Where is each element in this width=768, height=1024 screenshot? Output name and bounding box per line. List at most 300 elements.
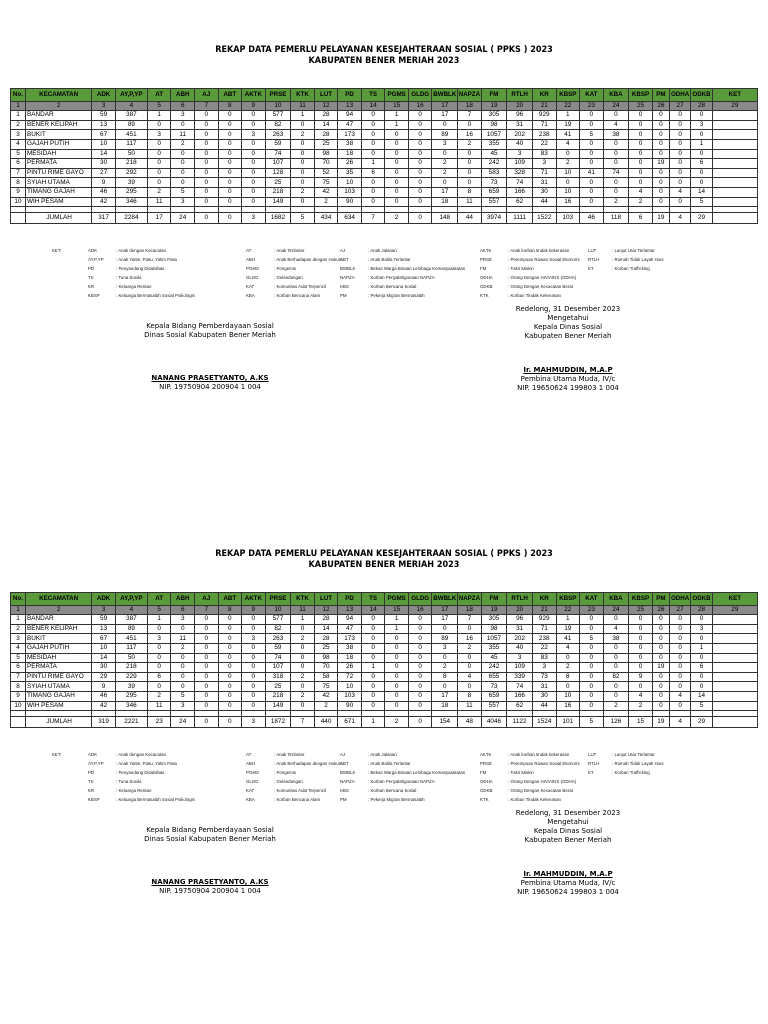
- column-header: LUT: [314, 593, 338, 606]
- table-cell: 0: [218, 701, 242, 711]
- table-cell: 2: [11, 624, 26, 634]
- column-header: KBSP: [556, 593, 580, 606]
- table-cell: [712, 615, 757, 625]
- table-cell: 30: [92, 663, 116, 673]
- table-cell: 0: [669, 168, 690, 178]
- legend-description: : Pengemis: [274, 266, 296, 271]
- column-header: AY,P,YP: [115, 89, 147, 102]
- table-cell: 1: [385, 624, 409, 634]
- column-header: KBSP: [556, 89, 580, 102]
- district-name: SYIAH UTAMA: [25, 178, 91, 188]
- district-name: BANDAR: [25, 615, 91, 625]
- table-cell: 1: [11, 111, 26, 121]
- legend-description: : Korban Bencana Alam: [274, 797, 321, 802]
- table-cell: 1: [556, 615, 580, 625]
- table-cell: 0: [361, 672, 385, 682]
- total-cell: 1122: [507, 717, 533, 728]
- table-cell: 14: [92, 653, 116, 663]
- district-name: BENER KELIPAH: [25, 120, 91, 130]
- table-cell: 10: [11, 197, 26, 207]
- table-cell: 13: [92, 624, 116, 634]
- table-row: [11, 168, 758, 178]
- left-signature-block: [110, 826, 310, 896]
- table-cell: 4: [11, 139, 26, 149]
- legend-description: : Korban Penyalahgunaan NAPZA: [368, 779, 435, 784]
- table-cell: 0: [171, 663, 195, 673]
- column-number: 8: [218, 606, 242, 615]
- district-name: PINTU RIME GAYO: [25, 672, 91, 682]
- column-number: 18: [458, 102, 482, 111]
- table-cell: 0: [218, 624, 242, 634]
- table-cell: 0: [218, 139, 242, 149]
- total-cell: 0: [218, 213, 242, 224]
- table-cell: 0: [556, 149, 580, 159]
- table-cell: 6: [691, 159, 712, 169]
- table-cell: 2: [314, 197, 338, 207]
- table-cell: 74: [507, 682, 533, 692]
- table-cell: 0: [629, 149, 653, 159]
- table-cell: 103: [338, 691, 362, 701]
- column-header: PM: [652, 593, 669, 606]
- column-header: KAT: [580, 593, 604, 606]
- table-cell: 0: [580, 139, 604, 149]
- legend-item: [246, 769, 296, 777]
- total-cell: [11, 717, 26, 728]
- table-cell: 0: [291, 682, 315, 692]
- table-cell: 0: [458, 663, 482, 673]
- table-cell: 229: [115, 672, 147, 682]
- table-cell: 62: [507, 701, 533, 711]
- table-row: [11, 682, 758, 692]
- legend-code: AT: [246, 752, 252, 757]
- table-cell: 6: [361, 168, 385, 178]
- legend-description: : Rumah Tidak Layak Huni: [612, 257, 664, 262]
- table-cell: 0: [195, 691, 219, 701]
- right-signer-title: Kepala Dinas Sosial: [533, 323, 603, 331]
- legend-code: ABT: [340, 761, 349, 766]
- table-cell: 58: [314, 672, 338, 682]
- table-cell: 4: [458, 672, 482, 682]
- total-cell: 0: [408, 213, 432, 224]
- right-signer-nip: NIP. 19650624 199803 1 004: [517, 888, 619, 896]
- table-cell: 44: [533, 197, 557, 207]
- table-cell: 27: [92, 168, 116, 178]
- column-number: 23: [580, 606, 604, 615]
- table-cell: 0: [361, 130, 385, 140]
- table-cell: 0: [691, 149, 712, 159]
- legend-item: [480, 292, 561, 300]
- table-cell: 117: [115, 139, 147, 149]
- table-row: [11, 663, 758, 673]
- table-cell: 0: [458, 682, 482, 692]
- table-cell: 0: [147, 139, 171, 149]
- table-cell: 46: [92, 187, 116, 197]
- table-cell: 0: [669, 682, 690, 692]
- table-cell: 3: [171, 111, 195, 121]
- table-cell: 0: [556, 653, 580, 663]
- table-cell: 2: [458, 139, 482, 149]
- column-number: 14: [361, 606, 385, 615]
- table-cell: 0: [408, 111, 432, 121]
- table-cell: 0: [432, 682, 458, 692]
- table-cell: 202: [507, 634, 533, 644]
- table-cell: 0: [408, 187, 432, 197]
- table-cell: 0: [629, 653, 653, 663]
- legend-code: AJ: [340, 752, 346, 757]
- table-cell: 109: [507, 159, 533, 169]
- column-header: AT: [147, 89, 171, 102]
- table-cell: [712, 187, 757, 197]
- legend-item: [88, 796, 195, 804]
- legend-code: AKTK: [480, 248, 492, 253]
- district-name: PERMATA: [25, 663, 91, 673]
- table-cell: 59: [265, 139, 291, 149]
- column-header: KET: [712, 593, 757, 606]
- table-cell: 2: [291, 187, 315, 197]
- table-cell: 3: [147, 130, 171, 140]
- table-cell: 6: [691, 663, 712, 673]
- legend-description: : Korban Trafficking: [612, 266, 650, 271]
- table-cell: 355: [481, 643, 507, 653]
- table-cell: [712, 701, 757, 711]
- district-name: TIMANG GAJAH: [25, 691, 91, 701]
- table-cell: 0: [691, 130, 712, 140]
- table-cell: 339: [507, 672, 533, 682]
- column-number: 1: [11, 102, 26, 111]
- table-cell: 8: [11, 178, 26, 188]
- table-cell: 451: [115, 130, 147, 140]
- table-cell: 451: [115, 634, 147, 644]
- column-number: 20: [507, 606, 533, 615]
- legend-item: [246, 274, 303, 282]
- district-name: PINTU RIME GAYO: [25, 168, 91, 178]
- table-cell: 0: [408, 149, 432, 159]
- legend-item: [88, 256, 177, 264]
- legend: [0, 247, 768, 307]
- table-cell: 6: [147, 672, 171, 682]
- legend-item: [340, 283, 416, 291]
- table-row: [11, 187, 758, 197]
- district-name: SYIAH UTAMA: [25, 682, 91, 692]
- legend-item: [340, 247, 397, 255]
- table-cell: 11: [171, 130, 195, 140]
- table-cell: 42: [314, 691, 338, 701]
- column-header: NAPZA: [458, 593, 482, 606]
- table-cell: 89: [432, 634, 458, 644]
- column-header: KR: [533, 89, 557, 102]
- table-cell: 73: [481, 682, 507, 692]
- table-cell: 3: [171, 197, 195, 207]
- legend-description: : Anak Balita Terlantar: [368, 761, 411, 766]
- table-cell: 0: [603, 187, 629, 197]
- legend-code: AY,P,YP: [88, 257, 104, 262]
- total-cell: 671: [338, 717, 362, 728]
- table-cell: 11: [458, 197, 482, 207]
- table-cell: 59: [92, 615, 116, 625]
- column-header: ADK: [92, 593, 116, 606]
- district-name: BANDAR: [25, 111, 91, 121]
- legend-description: : Pekerja Migran Bermasalah: [368, 293, 425, 298]
- column-number: 11: [291, 606, 315, 615]
- table-cell: 0: [603, 139, 629, 149]
- report-sheet-2: [0, 539, 768, 1009]
- total-cell: 6: [629, 213, 653, 224]
- legend-description: : Perempuan Rawan Sosial Ekonomi: [508, 257, 580, 262]
- table-cell: 96: [507, 111, 533, 121]
- total-cell: 24: [171, 213, 195, 224]
- legend-code: LUT: [588, 248, 597, 253]
- legend-item: [340, 274, 435, 282]
- table-cell: 0: [361, 615, 385, 625]
- table-cell: 0: [171, 159, 195, 169]
- legend-description: : Pengemis: [274, 770, 296, 775]
- table-cell: 17: [432, 111, 458, 121]
- table-cell: 0: [652, 682, 669, 692]
- column-number: 2: [25, 606, 91, 615]
- table-cell: 929: [533, 615, 557, 625]
- table-cell: 18: [432, 701, 458, 711]
- column-number: 5: [147, 102, 171, 111]
- table-cell: 0: [195, 159, 219, 169]
- legend-code: KR: [88, 284, 95, 289]
- table-cell: 557: [481, 197, 507, 207]
- column-header: KECAMATAN: [25, 593, 91, 606]
- legend-code: AKTK: [480, 752, 492, 757]
- table-cell: 75: [314, 682, 338, 692]
- left-signer-title: Kepala Bidang Pemberdayaan Sosial: [146, 826, 274, 834]
- table-cell: 41: [556, 634, 580, 644]
- legend-item: [246, 787, 326, 795]
- legend-code: ABH: [246, 257, 256, 262]
- district-name: PERMATA: [25, 159, 91, 169]
- legend-code: ODHA: [480, 779, 493, 784]
- column-header: ABH: [171, 89, 195, 102]
- table-cell: 0: [385, 168, 409, 178]
- table-cell: 0: [629, 643, 653, 653]
- table-cell: 295: [115, 691, 147, 701]
- table-cell: 0: [195, 178, 219, 188]
- legend-description: : Fakir Miskin: [508, 266, 534, 271]
- legend-description: : Korban Bencana Alam: [274, 293, 321, 298]
- column-number: 8: [218, 102, 242, 111]
- table-cell: 74: [507, 178, 533, 188]
- legend-description: : Tuna Susila: [116, 779, 142, 784]
- table-cell: 11: [171, 634, 195, 644]
- table-cell: 0: [408, 663, 432, 673]
- table-cell: 0: [432, 653, 458, 663]
- total-cell: 434: [314, 213, 338, 224]
- table-cell: 29: [92, 672, 116, 682]
- table-cell: 25: [265, 178, 291, 188]
- table-cell: 73: [533, 672, 557, 682]
- table-cell: 4: [629, 187, 653, 197]
- table-cell: 0: [361, 120, 385, 130]
- total-cell: 7: [361, 213, 385, 224]
- legend-code: LUT: [588, 752, 597, 757]
- column-number-row: [11, 102, 758, 111]
- table-cell: 19: [652, 159, 669, 169]
- column-number: 9: [242, 102, 266, 111]
- table-cell: 0: [580, 691, 604, 701]
- table-cell: 0: [361, 178, 385, 188]
- legend-item: [88, 787, 151, 795]
- table-cell: 28: [314, 615, 338, 625]
- table-cell: 25: [314, 139, 338, 149]
- legend-item: [246, 796, 320, 804]
- legend-code: KTK: [480, 293, 489, 298]
- table-cell: 5: [580, 130, 604, 140]
- legend-code: ADK: [88, 248, 98, 253]
- total-label: JUMLAH: [25, 717, 91, 728]
- total-row: [11, 717, 758, 728]
- table-cell: 10: [338, 682, 362, 692]
- table-cell: 22: [533, 139, 557, 149]
- district-name: WIH PESAM: [25, 701, 91, 711]
- table-cell: 659: [481, 187, 507, 197]
- table-cell: 0: [242, 139, 266, 149]
- column-number: 17: [432, 606, 458, 615]
- table-cell: 98: [314, 653, 338, 663]
- table-cell: 238: [533, 634, 557, 644]
- table-cell: 0: [603, 111, 629, 121]
- table-cell: 0: [361, 634, 385, 644]
- legend-code: KBSP: [88, 293, 100, 298]
- table-cell: 3: [432, 139, 458, 149]
- column-number: 15: [385, 606, 409, 615]
- table-cell: 0: [242, 691, 266, 701]
- table-cell: 929: [533, 111, 557, 121]
- table-cell: 3: [507, 653, 533, 663]
- column-number: 29: [712, 102, 757, 111]
- legend-key-label: KET:: [52, 752, 62, 757]
- legend-code: ODHA: [480, 275, 493, 280]
- total-cell: 634: [338, 213, 362, 224]
- column-header: KBSP: [629, 593, 653, 606]
- table-cell: 89: [115, 624, 147, 634]
- table-cell: 0: [147, 653, 171, 663]
- column-number: 22: [556, 102, 580, 111]
- legend-description: : Korban Bencana Sosial: [368, 284, 417, 289]
- table-row: [11, 691, 758, 701]
- table-cell: 67: [92, 130, 116, 140]
- legend-code: ODKB: [480, 284, 493, 289]
- mengetahui-label: Mengetahui: [547, 314, 589, 322]
- legend-description: : Anak dengan Kecacatan: [116, 752, 167, 757]
- legend-description: : Anak dengan Kecacatan: [116, 248, 167, 253]
- total-cell: 0: [195, 717, 219, 728]
- table-cell: 0: [291, 653, 315, 663]
- legend-item: [88, 778, 141, 786]
- table-cell: 0: [458, 624, 482, 634]
- legend-description: : Keluarga Rentan: [116, 284, 152, 289]
- legend-code: GLDG: [246, 275, 259, 280]
- column-number: 29: [712, 606, 757, 615]
- total-cell: 0: [195, 213, 219, 224]
- legend-description: : Anak korban tindak kekerasan: [508, 752, 570, 757]
- table-cell: [712, 178, 757, 188]
- table-cell: 17: [432, 615, 458, 625]
- legend-description: : Penyandang Disabilitas: [116, 266, 165, 271]
- legend-code: KR: [88, 788, 95, 793]
- legend-code: BWBLK: [340, 266, 356, 271]
- table-cell: 1: [147, 111, 171, 121]
- table-cell: 0: [242, 653, 266, 663]
- legend-description: : Keluarga Bermasalah Sosial Psikologis: [116, 797, 195, 802]
- table-row: [11, 120, 758, 130]
- column-header: ABT: [218, 89, 242, 102]
- table-cell: 0: [147, 120, 171, 130]
- table-cell: 0: [603, 643, 629, 653]
- table-cell: 11: [147, 701, 171, 711]
- table-cell: 2: [291, 691, 315, 701]
- table-cell: 0: [580, 682, 604, 692]
- right-signer-rank: Pembina Utama Muda, IV/c: [520, 375, 616, 383]
- table-cell: 0: [147, 178, 171, 188]
- table-cell: 0: [556, 682, 580, 692]
- left-signer-name: NANANG PRASETYANTO, A.KS: [151, 878, 269, 886]
- table-cell: 0: [432, 624, 458, 634]
- total-cell: 2221: [115, 717, 147, 728]
- table-cell: 0: [218, 120, 242, 130]
- table-cell: 5: [691, 197, 712, 207]
- column-number: 26: [652, 102, 669, 111]
- left-signature-block: [110, 322, 310, 392]
- legend-description: : Rumah Tidak Layak Huni: [612, 761, 664, 766]
- table-cell: 0: [361, 701, 385, 711]
- table-cell: 0: [291, 624, 315, 634]
- table-cell: 9: [11, 691, 26, 701]
- table-cell: 0: [385, 149, 409, 159]
- table-cell: 4: [556, 643, 580, 653]
- table-cell: 0: [669, 653, 690, 663]
- legend-description: : Tuna Susila: [116, 275, 142, 280]
- table-cell: 0: [361, 682, 385, 692]
- total-cell: 118: [603, 213, 629, 224]
- table-cell: 0: [408, 178, 432, 188]
- table-cell: 0: [385, 159, 409, 169]
- table-cell: 75: [314, 178, 338, 188]
- column-number: 1: [11, 606, 26, 615]
- total-cell: 23: [147, 717, 171, 728]
- table-cell: 0: [218, 615, 242, 625]
- legend-description: : Komunitas Adat Terpencil: [274, 788, 326, 793]
- table-cell: 0: [629, 178, 653, 188]
- table-cell: 0: [291, 643, 315, 653]
- column-number: 24: [603, 102, 629, 111]
- legend-item: [246, 760, 342, 768]
- table-cell: 0: [691, 178, 712, 188]
- legend-item: [340, 265, 465, 273]
- table-cell: 0: [218, 653, 242, 663]
- table-row: [11, 615, 758, 625]
- right-signer-name: Ir. MAHMUDDIN, M.A.P: [523, 366, 613, 374]
- legend-item: [588, 760, 664, 768]
- column-header: NAPZA: [458, 89, 482, 102]
- table-row: [11, 643, 758, 653]
- total-cell: 103: [556, 213, 580, 224]
- table-cell: 62: [507, 197, 533, 207]
- table-cell: 2: [11, 120, 26, 130]
- table-cell: 18: [338, 149, 362, 159]
- table-cell: 0: [171, 168, 195, 178]
- table-cell: 7: [458, 615, 482, 625]
- legend-item: [588, 751, 655, 759]
- table-cell: 0: [603, 682, 629, 692]
- table-cell: 0: [603, 653, 629, 663]
- column-header: KBSP: [629, 89, 653, 102]
- table-cell: 19: [652, 663, 669, 673]
- table-cell: 0: [652, 149, 669, 159]
